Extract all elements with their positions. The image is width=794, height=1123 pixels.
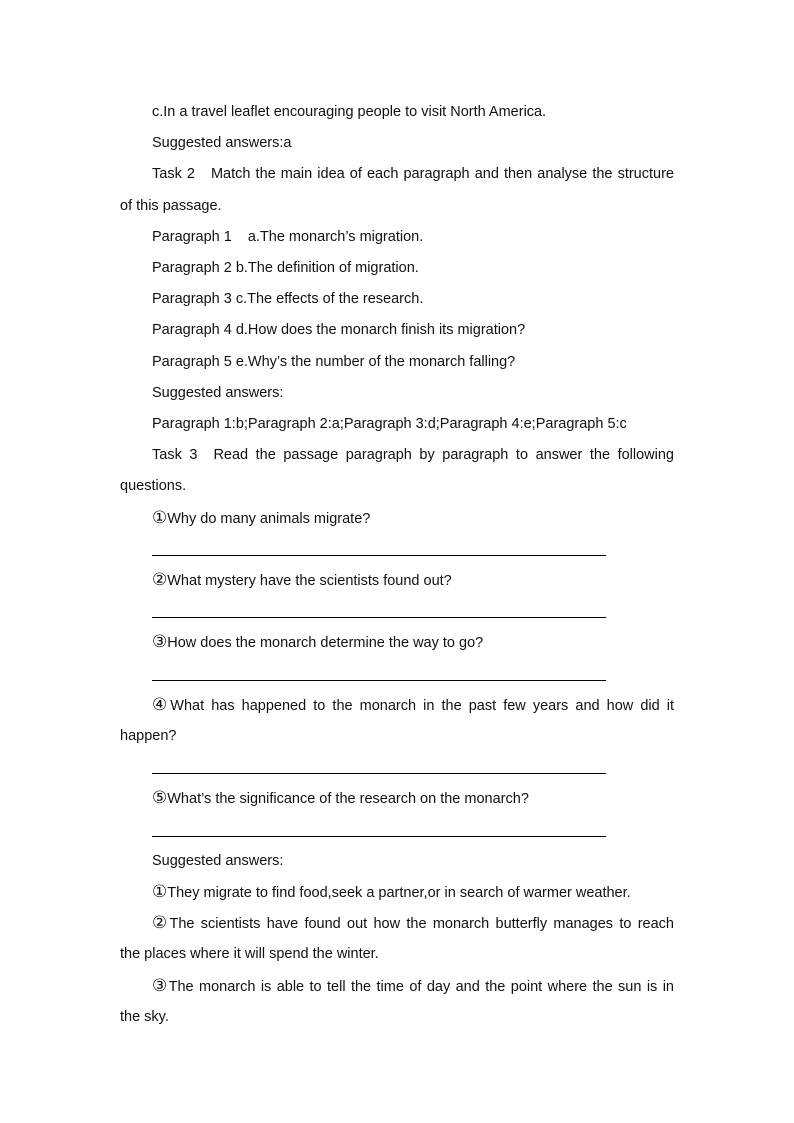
suggested-answers-heading: Suggested answers: bbox=[152, 853, 284, 869]
paragraph-1-option bbox=[152, 227, 674, 247]
paragraph-1-idea: a.The monarch’s migration. bbox=[247, 229, 424, 245]
answer-blank-2[interactable] bbox=[152, 617, 606, 618]
answer-3 bbox=[152, 976, 674, 997]
answer-2-continued: the places where it will spend the winter. bbox=[120, 946, 379, 962]
question-5 bbox=[152, 788, 674, 809]
answer-3-marker: ③ bbox=[152, 976, 169, 995]
question-2-marker: ② bbox=[152, 570, 168, 589]
question-5-text: What’s the significance of the research on the monarch? bbox=[167, 791, 529, 807]
question-3-text: How does the monarch determine the way to go? bbox=[167, 635, 484, 651]
task2-instruction bbox=[152, 164, 674, 184]
task2-answers: Paragraph 1:b;Paragraph 2:a;Paragraph 3:d;Paragraph 4:e;Paragraph 5:c bbox=[152, 416, 627, 432]
task2-text: Match the main idea of each paragraph and then analyse the structure bbox=[210, 166, 674, 182]
answer-1-marker: ① bbox=[152, 882, 168, 901]
task3-text: Read the passage paragraph by paragraph to answer the following bbox=[213, 447, 674, 463]
paragraph-3-option: Paragraph 3 c.The effects of the research. bbox=[152, 291, 424, 307]
question-2 bbox=[152, 570, 674, 591]
question-3-marker: ③ bbox=[152, 632, 168, 651]
suggested-answers-heading: Suggested answers:a bbox=[152, 135, 292, 151]
answer-2-text: The scientists have found out how the monarch butterfly manages to reach bbox=[169, 916, 674, 932]
option-c: c.In a travel leaflet encouraging people to visit North America. bbox=[152, 104, 547, 120]
answer-1 bbox=[152, 882, 674, 903]
answer-1-text: They migrate to find food,seek a partner,or in search of warmer weather. bbox=[167, 885, 631, 901]
answer-blank-5[interactable] bbox=[152, 836, 606, 837]
question-1-text: Why do many animals migrate? bbox=[167, 511, 371, 527]
answer-2 bbox=[152, 913, 674, 934]
question-4-marker: ④ bbox=[152, 695, 171, 714]
question-4-text: What has happened to the monarch in the past few years and how did it bbox=[170, 698, 675, 714]
answer-blank-4[interactable] bbox=[152, 773, 606, 774]
task3-instruction-continued: questions. bbox=[120, 478, 187, 494]
answer-3-text: The monarch is able to tell the time of day and the point where the sun is in bbox=[168, 979, 674, 995]
answer-2-marker: ② bbox=[152, 913, 170, 932]
paragraph-2-option: Paragraph 2 b.The definition of migration. bbox=[152, 260, 419, 276]
question-4 bbox=[152, 695, 674, 716]
task2-instruction-continued: of this passage. bbox=[120, 198, 222, 214]
question-1 bbox=[152, 508, 674, 529]
suggested-answers-heading: Suggested answers: bbox=[152, 385, 284, 401]
question-5-marker: ⑤ bbox=[152, 788, 168, 807]
answer-3-continued: the sky. bbox=[120, 1009, 169, 1025]
question-2-text: What mystery have the scientists found out? bbox=[167, 573, 452, 589]
paragraph-1-label: Paragraph 1 bbox=[152, 229, 232, 245]
task3-label: Task 3 bbox=[152, 447, 198, 463]
answer-blank-3[interactable] bbox=[152, 680, 606, 681]
paragraph-4-option: Paragraph 4 d.How does the monarch finish its migration? bbox=[152, 322, 526, 338]
task3-instruction bbox=[152, 445, 674, 465]
paragraph-5-option: Paragraph 5 e.Why’s the number of the monarch falling? bbox=[152, 354, 516, 370]
task2-label: Task 2 bbox=[152, 166, 195, 182]
question-1-marker: ① bbox=[152, 508, 168, 527]
answer-blank-1[interactable] bbox=[152, 555, 606, 556]
question-4-continued: happen? bbox=[120, 728, 177, 744]
question-3 bbox=[152, 632, 674, 653]
